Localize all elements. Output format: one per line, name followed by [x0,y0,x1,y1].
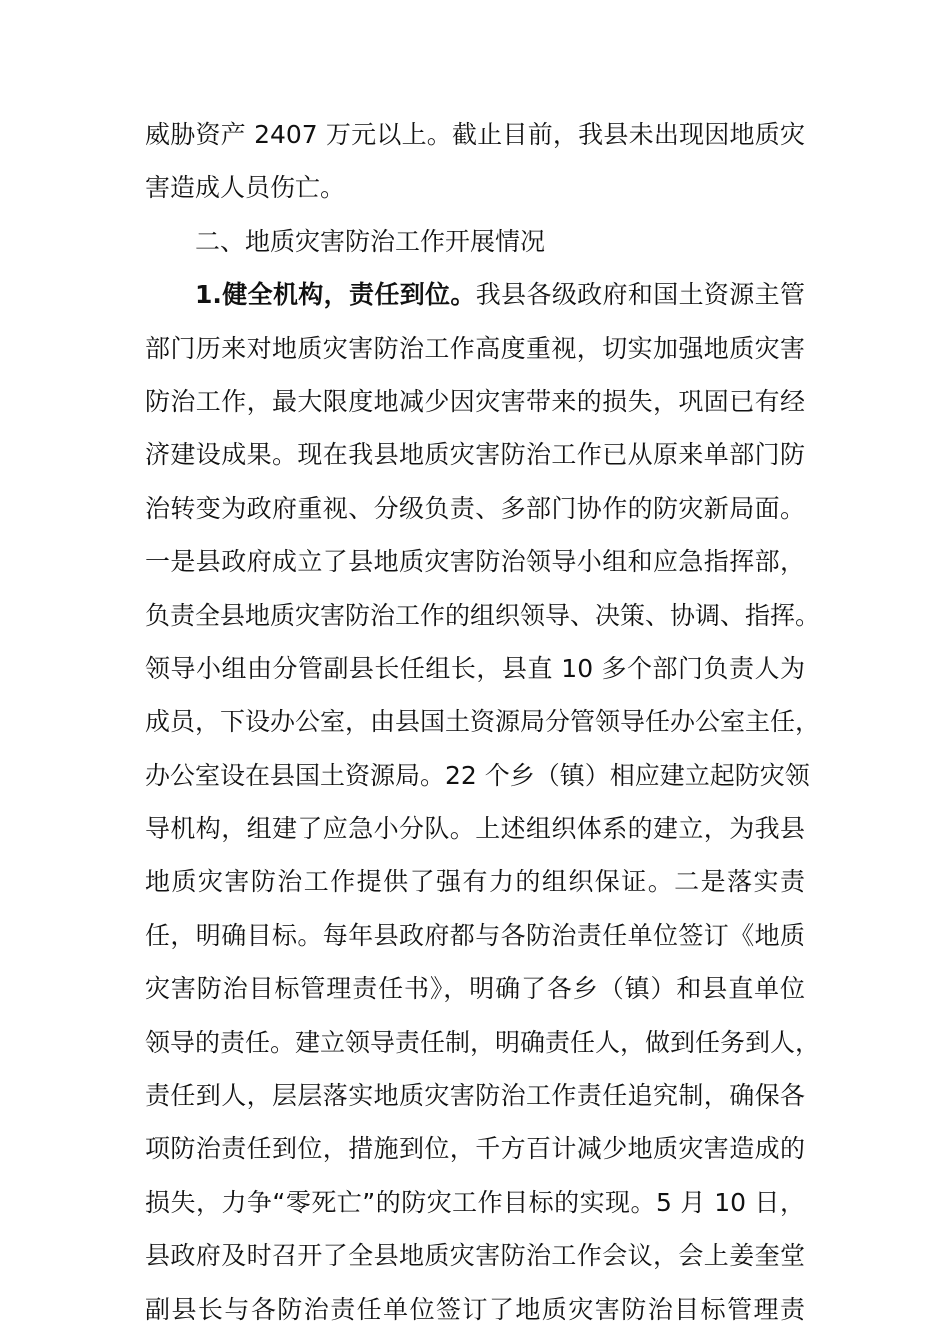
paragraph-line: 项防治责任到位，措施到位，千方百计减少地质灾害造成的 [145,1134,805,1164]
paragraph-line: 济建设成果。现在我县地质灾害防治工作已从原来单部门防 [145,440,805,470]
paragraph-line: 副县长与各防治责任单位签订了地质灾害防治目标管理责 [145,1294,805,1324]
section-heading: 二、地质灾害防治工作开展情况 [195,226,546,256]
paragraph-line: 县政府及时召开了全县地质灾害防治工作会议，会上姜奎堂 [145,1241,805,1271]
paragraph-line: 地质灾害防治工作提供了强有力的组织保证。二是落实责 [145,867,805,897]
paragraph-line: 一是县政府成立了县地质灾害防治领导小组和应急指挥部， [145,547,805,577]
paragraph-line: 责任到人，层层落实地质灾害防治工作责任追究制，确保各 [145,1081,805,1111]
paragraph-line: 治转变为政府重视、分级负责、多部门协作的防灾新局面。 [145,493,805,523]
paragraph-line: 负责全县地质灾害防治工作的组织领导、决策、协调、指挥。 [145,600,821,630]
paragraph-line: 威胁资产 2407 万元以上。截止目前，我县未出现因地质灾 [145,120,805,149]
paragraph-line: 损失，力争“零死亡”的防灾工作目标的实现。5 月 10 日， [145,1187,805,1217]
paragraph-line: 办公室设在县国土资源局。22 个乡（镇）相应建立起防灾领 [145,760,810,790]
paragraph-line: 害造成人员伤亡。 [145,173,346,203]
paragraph-line: 灾害防治目标管理责任书》，明确了各乡（镇）和县直单位 [145,974,805,1004]
paragraph-first-line [145,268,805,321]
paragraph-line: 领导的责任。建立领导责任制，明确责任人，做到任务到人， [145,1027,821,1057]
paragraph-line: 导机构，组建了应急小分队。上述组织体系的建立，为我县 [145,814,805,844]
paragraph-line: 成员，下设办公室，由县国土资源局分管领导任办公室主任， [145,707,821,737]
document-body [145,108,821,1336]
paragraph-line: 防治工作，最大限度地减少因灾害带来的损失，巩固已有经 [145,386,805,416]
paragraph-line: 部门历来对地质灾害防治工作高度重视，切实加强地质灾害 [145,333,805,363]
paragraph-heading: 1.健全机构，责任到位。 [195,280,476,310]
paragraph-line: 任，明确目标。每年县政府都与各防治责任单位签订《地质 [145,920,805,950]
paragraph-line-text: 我县各级政府和国土资源主管 [475,280,805,310]
paragraph-line: 领导小组由分管副县长任组长，县直 10 多个部门负责人为 [145,653,805,683]
